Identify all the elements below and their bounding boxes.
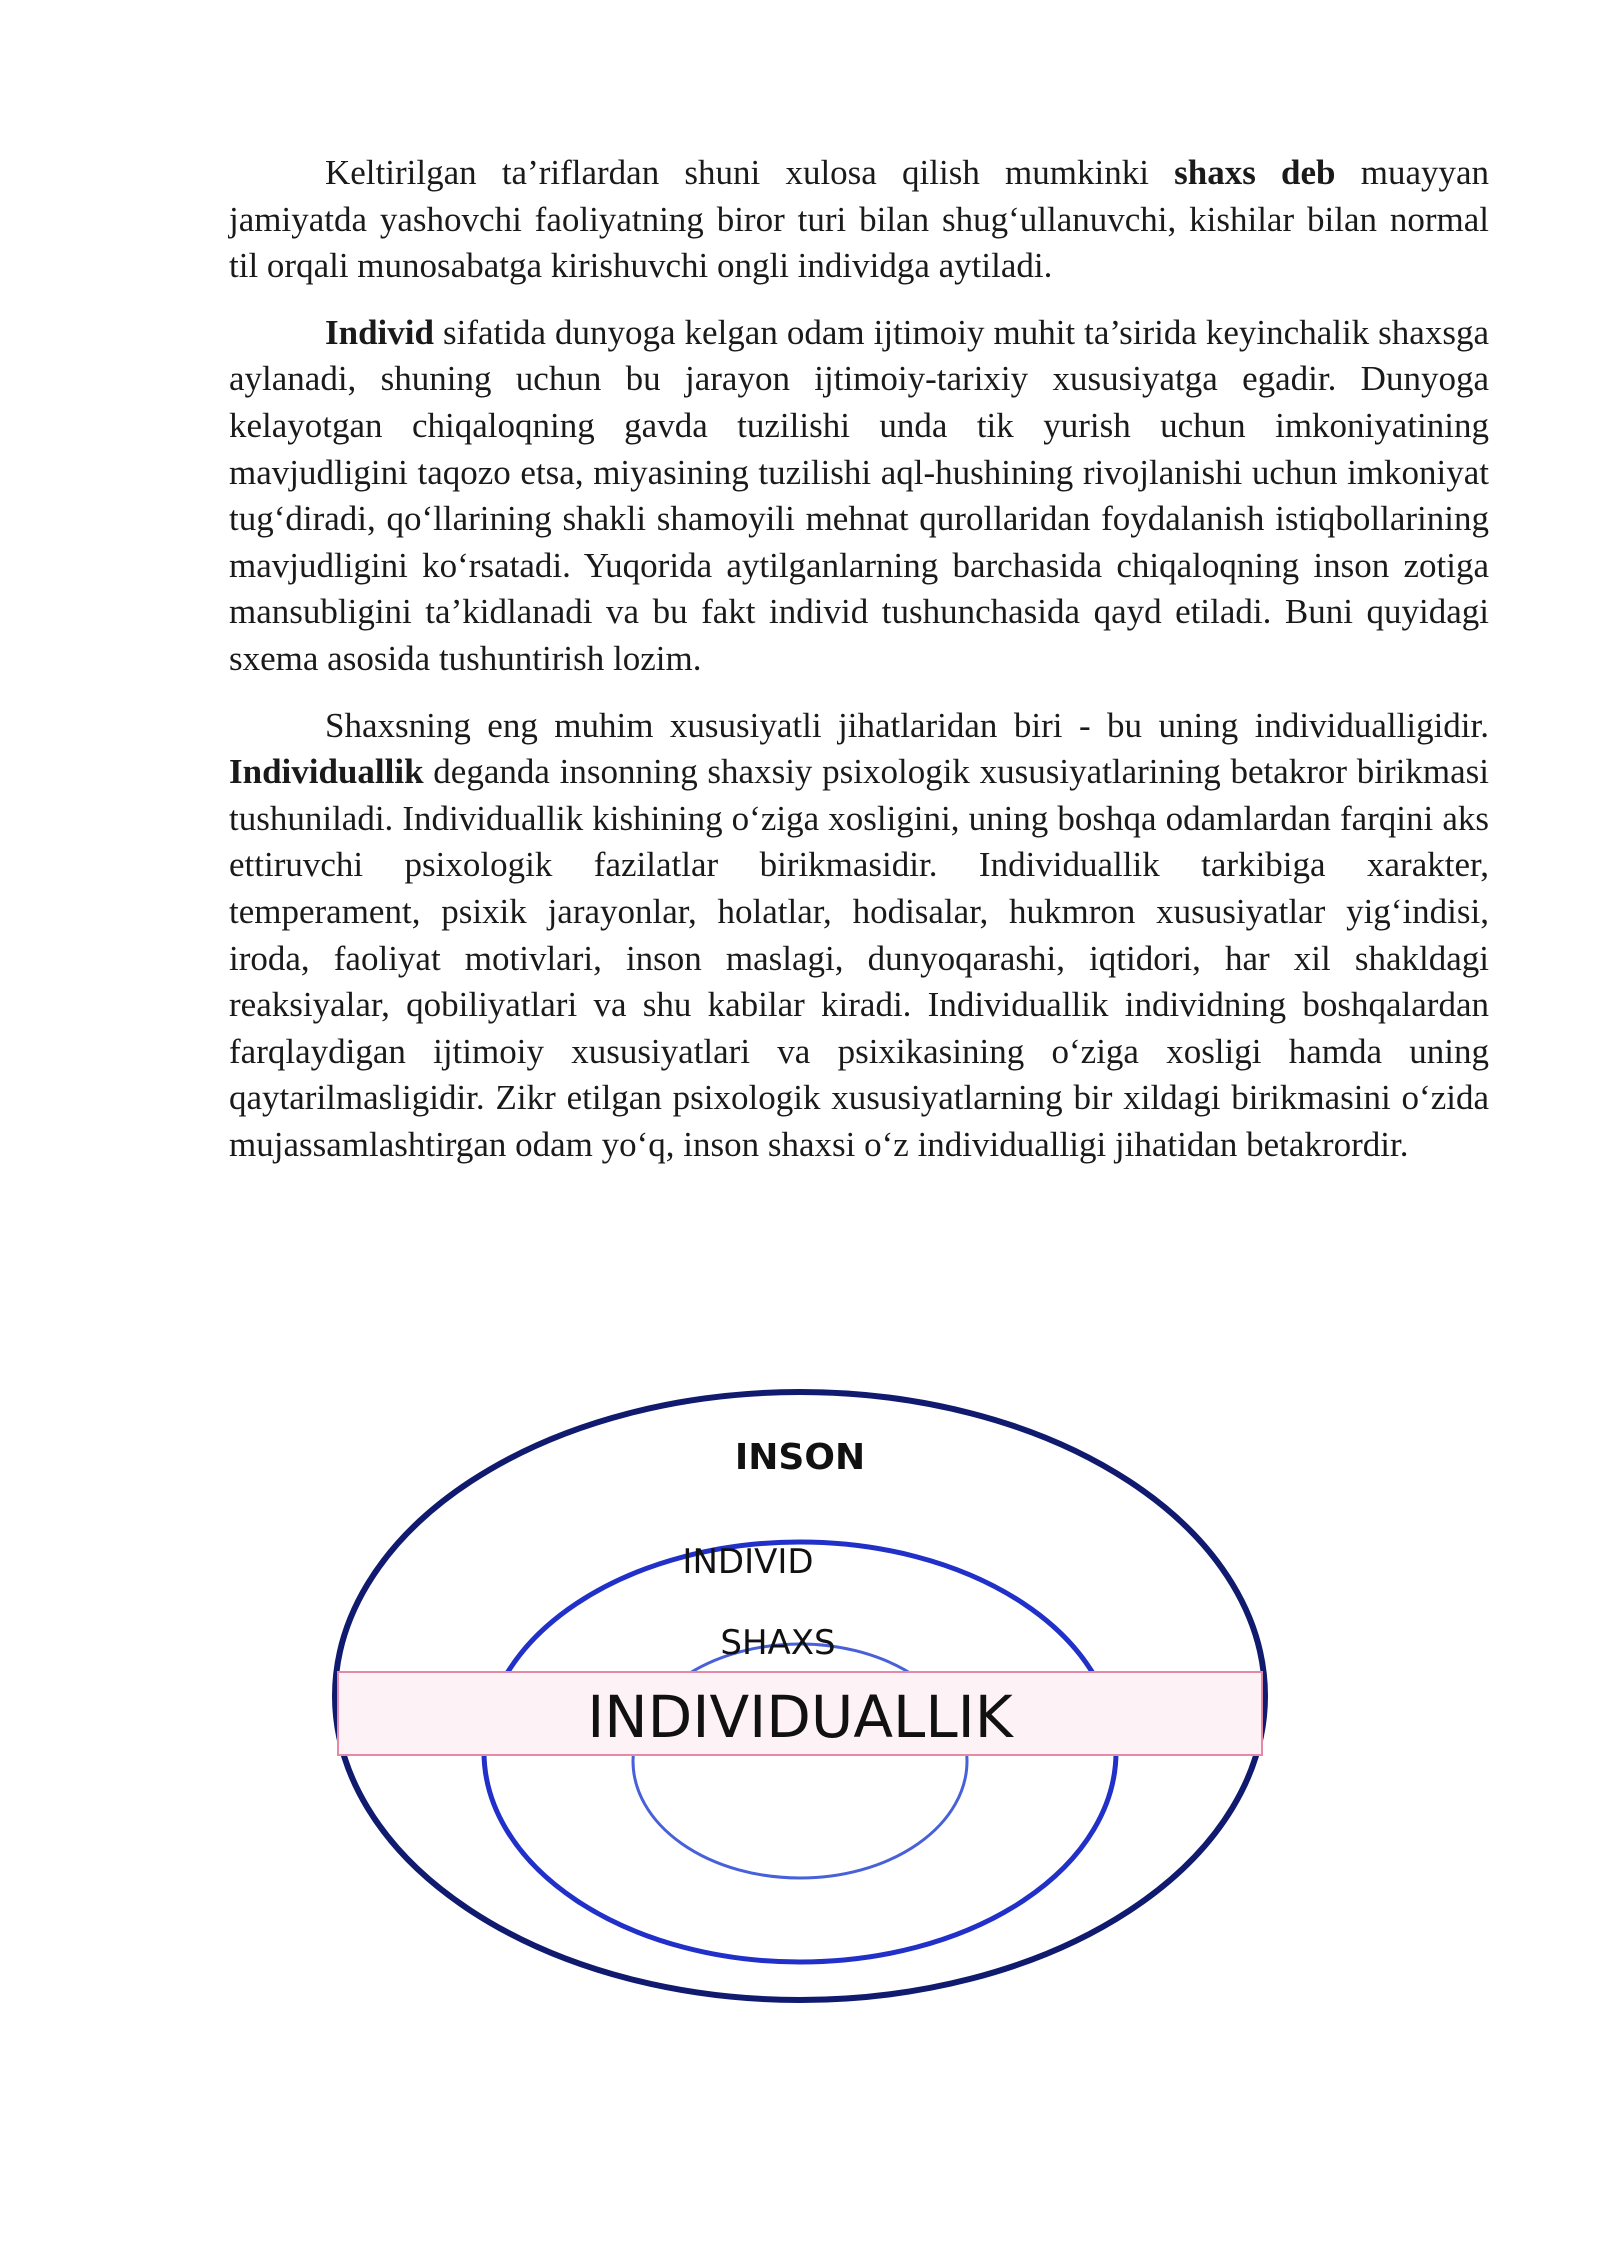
bold-term: shaxs deb (1174, 153, 1336, 192)
text-run: deganda insonning shaxsiy psixologik xususiyatlarining betakror birikmasi tushuniladi. Individuallik kishining o‘ziga xosligini, uning boshqa odamlardan farqini aks ettiruvchi psixologik fazilatlar birikmasidir. Individuallik tarkibiga xarakter, temperament, psixik jarayonlar, holatlar, hodisalar, hukmron xususiyatlar yig‘indisi, iroda, faoliyat motivlari, inson maslagi, dunyoqarashi, iqtidori, har xil shakldagi reaksiyalar, qobiliyatlari va shu kabilar kiradi. Individuallik individning boshqalardan farqlaydigan ijtimoiy xususiyatlari va psixikasining o‘ziga xosligi hamda uning qaytarilmasligidir. Zikr etilgan psixologik xususiyatlarning bir xildagi birikmasini o‘zida mujassamlashtirgan odam yo‘q, inson shaxsi o‘z individualligi jihatidan betakrordir. (229, 752, 1489, 1164)
paragraph-individ (229, 310, 1489, 683)
label-inson: INSON (734, 1437, 866, 1478)
label-individuallik: INDIVIDUALLIK (587, 1683, 1013, 1751)
paragraph-individuallik (229, 703, 1489, 1169)
document-page (229, 150, 1489, 1188)
text-run: Shaxsning eng muhim xususiyatli jihatlaridan biri - bu uning individualligidir. (325, 705, 1489, 745)
text-run: muayyan jamiyatda yashovchi faoliyatning biror turi bilan shug‘ullanuvchi, kishilar bilan normal til orqali munosabatga kirishuvchi ongli individga aytiladi. (229, 153, 1490, 286)
bold-term: Individ (325, 312, 434, 352)
label-shaxs: SHAXS (720, 1623, 836, 1663)
text-run: sifatida dunyoga kelgan odam ijtimoiy muhit ta’sirida keyinchalik shaxsga aylanadi, shuning uchun bu jarayon ijtimoiy-tarixiy xususiyatga egadir. Dunyoga kelayotgan chiqaloqning gavda tuzilishi unda tik yurish uchun imkoniyatining mavjudligini taqozo etsa, miyasining tuzilishi aql-hushining rivojlanishi uchun imkoniyat tug‘diradi, qo‘llarining shakli shamoyili mehnat qurollaridan foydalanish istiqbollarining mavjudligini ko‘rsatadi. Yuqorida aytilganlarning barchasida chiqaloqning inson zotiga mansubligini ta’kidlanadi va bu fakt individ tushunchasida qayd etiladi. Buni quyidagi sxema asosida tushuntirish lozim. (229, 312, 1489, 678)
bold-term: Individuallik (229, 752, 424, 792)
label-individ: INDIVID (682, 1542, 814, 1582)
concentric-ellipses-diagram (0, 1380, 1600, 2040)
paragraph-shaxs-definition (229, 150, 1489, 290)
text-run: Keltirilgan ta’riflardan shuni xulosa qilish mumkinki (325, 153, 1175, 192)
